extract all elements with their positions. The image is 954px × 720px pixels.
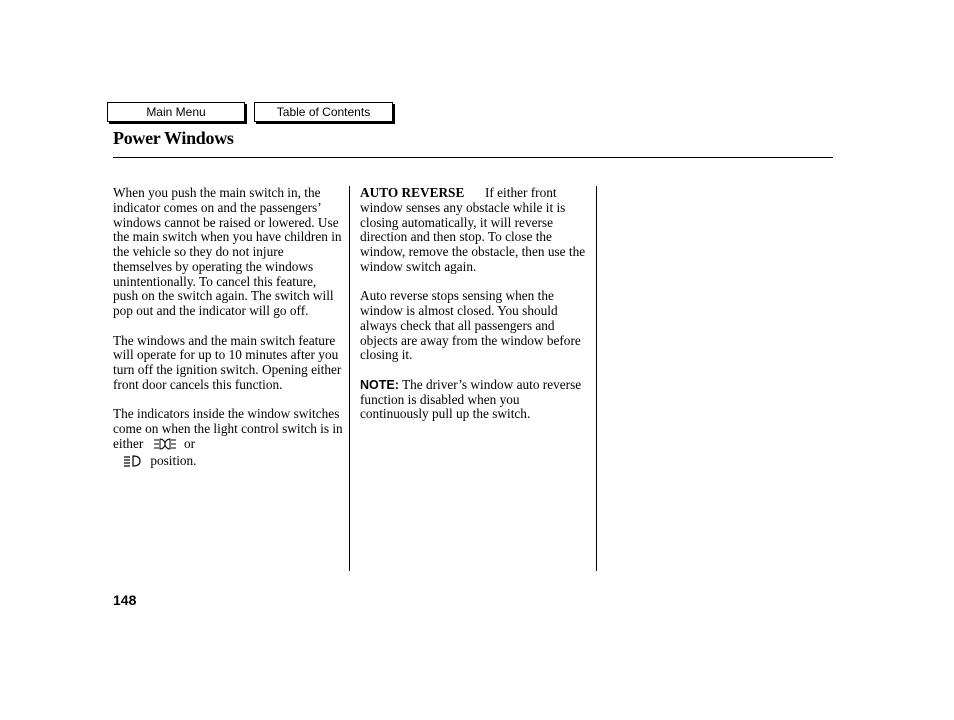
table-of-contents-button[interactable]: Table of Contents xyxy=(254,102,393,122)
indicator-text-or: or xyxy=(183,435,196,451)
auto-reverse-paragraph xyxy=(360,186,590,275)
note-text: The driver’s window auto reverse function is disabled when you continuously pull up the switch. xyxy=(360,376,582,422)
auto-reverse-heading: AUTO REVERSE xyxy=(360,185,465,200)
column-divider-2 xyxy=(596,186,597,571)
page-title: Power Windows xyxy=(113,128,234,148)
note-paragraph xyxy=(360,378,590,422)
left-column xyxy=(113,186,343,485)
column-divider-1 xyxy=(349,186,350,571)
indicator-text-after: position. xyxy=(150,452,197,468)
main-switch-paragraph: When you push the main switch in, the indicator comes on and the passengers’ windows cannot be raised or lowered. Use the main switch when you have children in the vehicle so they do not injure themselves by operating the windows unintentionally. To cancel this feature, push on the switch again. The switch will pop out and the indicator will go off. xyxy=(113,185,342,318)
indicator-paragraph xyxy=(113,407,343,470)
parking-light-icon xyxy=(153,438,177,454)
headlight-icon xyxy=(123,455,141,471)
ignition-paragraph: The windows and the main switch feature will operate for up to 10 minutes after you turn off the ignition switch. Opening either front door cancels this function. xyxy=(113,332,342,392)
note-label: NOTE: xyxy=(360,377,399,392)
indicator-text-before: The indicators inside the window switches come on when the light control switch is in either xyxy=(113,406,343,451)
page-number: 148 xyxy=(113,592,137,608)
main-menu-button[interactable]: Main Menu xyxy=(107,102,245,122)
auto-reverse-text: If either front window senses any obstacle while it is closing automatically, it will reverse direction and then stop. To close the window, remove the obstacle, then use the window switch again. xyxy=(360,185,586,274)
title-divider xyxy=(113,157,833,158)
middle-column xyxy=(360,186,590,437)
auto-reverse-stop-paragraph: Auto reverse stops sensing when the window is almost closed. You should always check that all passengers and objects are away from the window before closing it. xyxy=(360,288,581,363)
